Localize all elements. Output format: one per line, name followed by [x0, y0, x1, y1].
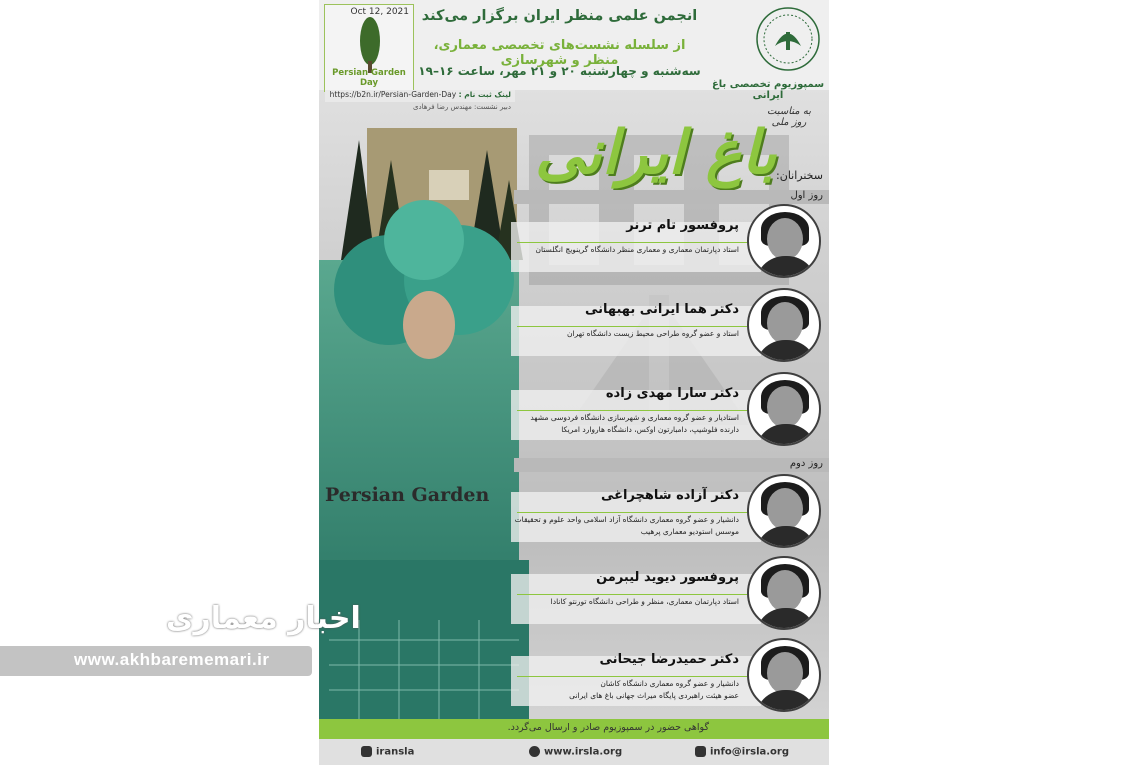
website-link[interactable] [529, 746, 622, 758]
speaker-description: دانشیار و عضو گروه معماری دانشگاه کاشان [600, 679, 739, 688]
cypress-tree-icon [352, 15, 388, 73]
instagram-text: iransla [376, 746, 415, 758]
speaker-description: استاد دپارتمان معماری و معماری منظر دانشگاه گرینویچ انگلستان [535, 245, 739, 254]
email-link[interactable] [695, 746, 789, 758]
speaker-description-2: دارنده فلوشیپ، دامبارتون اوکس، دانشگاه هاروارد امریکا [561, 425, 739, 434]
speaker-description: استاد دپارتمان معماری، منظر و طراحی دانشگاه تورنتو کانادا [550, 597, 739, 606]
speaker-divider [517, 410, 757, 411]
speaker-divider [517, 326, 757, 327]
schedule-title: سه‌شنبه و چهارشنبه ۲۰ و ۲۱ مهر، ساعت ۱۶–۱۹ [418, 64, 701, 78]
speaker-card [489, 646, 829, 708]
speaker-divider [517, 594, 757, 595]
speaker-card [489, 380, 829, 442]
speaker-name: دکتر سارا مهدی زاده [605, 386, 739, 401]
registration-link[interactable] [325, 90, 515, 102]
speakers-label: سخنرانان: [776, 169, 823, 182]
speaker-card [489, 296, 829, 358]
session-secretary: دبیر نشست: مهندس رضا فرهادی [412, 103, 511, 111]
speaker-photo [747, 556, 821, 630]
main-title: باغ ایرانی [535, 118, 777, 188]
speaker-description-2: موسس استودیو معماری پرهیب [640, 527, 739, 536]
series-title: از سلسله نشست‌های تخصصی معماری، منظر و شهرسازی [433, 38, 686, 68]
speaker-description: دانشیار و عضو گروه معماری دانشگاه آزاد اسلامی واحد علوم و تحقیقات [514, 515, 739, 524]
speaker-photo [747, 204, 821, 278]
speaker-divider [517, 676, 757, 677]
registration-url[interactable]: https://b2n.ir/Persian-Garden-Day [329, 90, 457, 99]
art-caption: Persian Garden [325, 484, 490, 506]
speaker-name: دکتر آزاده شاهچراغی [600, 488, 739, 503]
instagram-icon [361, 746, 372, 757]
watermark-name: اخبار معماری [166, 601, 361, 636]
instagram-handle[interactable] [361, 746, 414, 758]
day1-label: روز اول [790, 190, 823, 201]
speaker-photo [747, 372, 821, 446]
symposium-label: سمپوزیوم تخصصی باغ ایرانی [711, 79, 825, 101]
speaker-card [489, 212, 829, 274]
speaker-card [489, 564, 829, 626]
speaker-photo [747, 474, 821, 548]
email-icon [695, 746, 706, 757]
speaker-description-2: عضو هیئت راهبردی پایگاه میراث جهانی باغ های ایرانی [569, 691, 739, 700]
registration-label: لینک ثبت نام : [458, 90, 511, 99]
email-text: info@irsla.org [710, 746, 790, 758]
speaker-name: پروفسور دیوید لیبرمن [596, 570, 739, 585]
badge-label: Persian Garden Day [332, 68, 406, 88]
speaker-photo [747, 638, 821, 712]
speaker-divider [517, 242, 757, 243]
society-logo-icon [755, 6, 821, 72]
speaker-divider [517, 512, 757, 513]
speaker-card [489, 482, 829, 544]
occasion-label: به مناسبت روز ملی [767, 106, 811, 128]
day2-bar [514, 458, 829, 472]
day2-label: روز دوم [789, 458, 823, 469]
speaker-name: پروفسور تام ترنر [626, 218, 739, 233]
persian-garden-day-badge [324, 4, 414, 92]
website-text: www.irsla.org [544, 746, 623, 758]
speaker-photo [747, 288, 821, 362]
certificate-note: گواهی حضور در سمپوزیوم صادر و ارسال می‌گردد. [507, 722, 709, 733]
speaker-name: دکتر هما ایرانی بهبهانی [585, 302, 739, 317]
speaker-description: استاد و عضو گروه طراحی محیط زیست دانشگاه تهران [567, 329, 739, 338]
watermark-url[interactable]: www.akhbarememari.ir [74, 650, 270, 669]
speaker-name: دکتر حمیدرضا جیحانی [599, 652, 739, 667]
organizer-title: انجمن علمی منظر ایران برگزار می‌کند [421, 8, 698, 24]
speaker-description: استادیار و عضو گروه معماری و شهرسازی دانشگاه فردوسی مشهد [530, 413, 739, 422]
day1-bar [514, 190, 829, 204]
poster [319, 0, 829, 765]
certificate-bar [319, 719, 829, 739]
event-date: Oct 12, 2021 [350, 7, 409, 17]
watermark-subtitle: پایگاه خبری [244, 587, 313, 601]
globe-icon [529, 746, 540, 757]
poster-footer [319, 739, 829, 765]
